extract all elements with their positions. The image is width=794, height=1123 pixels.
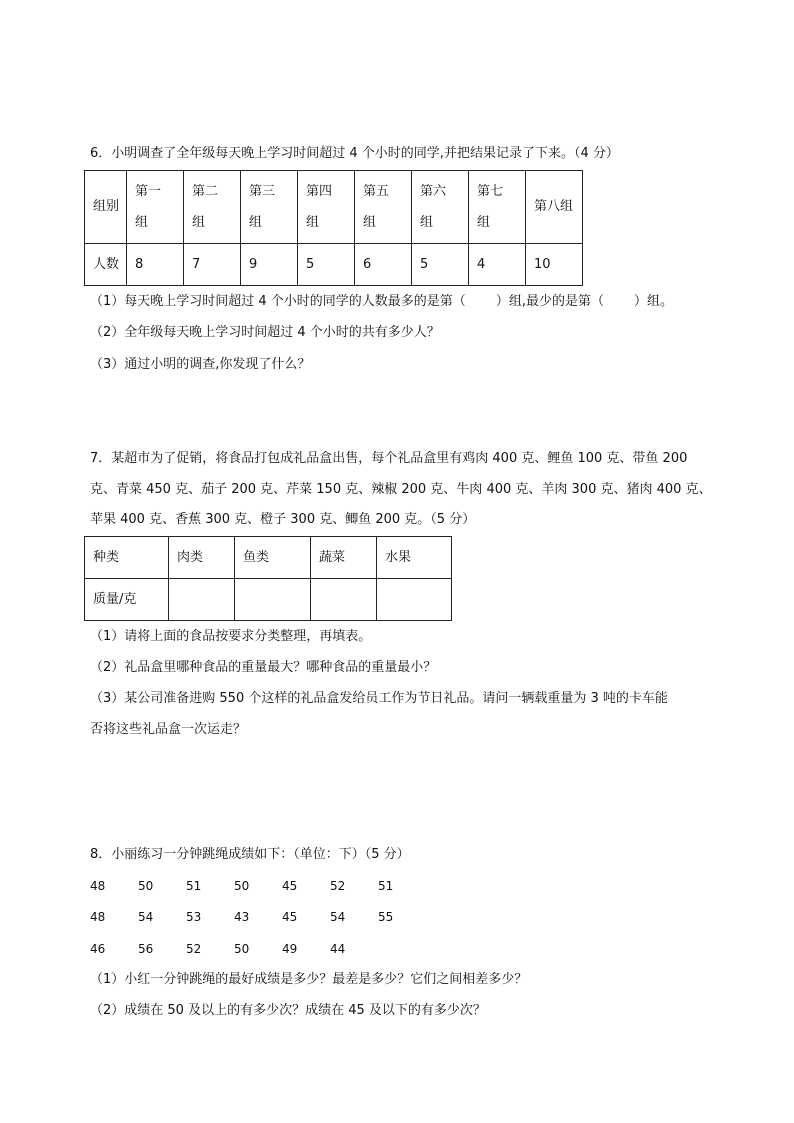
q7-table [84,536,452,621]
q8-value: 51 [378,879,394,893]
q6-sub1-part-a: （1）每天晚上学习时间超过 4 个小时的同学的人数最多的是第（ [90,294,466,309]
q6-count-cell: 5 [298,244,355,286]
q8-value: 44 [330,942,346,956]
q6-row2-header: 人数 [85,244,127,286]
q6-group-row [85,171,583,244]
q7-answer-cell[interactable] [169,579,235,621]
q6-group-cell: 第八组 [526,171,583,244]
q6-row1-header: 组别 [85,171,127,244]
q8-data-row [90,939,378,959]
q7-line3: 苹果 400 克、香蕉 300 克、橙子 300 克、鲫鱼 200 克。（5 分） [90,512,476,527]
q6-group-cell: 第三 组 [241,171,298,244]
q6-sub1-part-b: ）组,最少的是第（ [495,294,604,309]
q8-sub1: （1）小红一分钟跳绳的最好成绩是多少？最差是多少？它们之间相差多少？ [90,972,528,987]
q8-value: 49 [282,942,298,956]
q7-weight-row [85,579,452,621]
q7-answer-cell[interactable] [235,579,311,621]
q8-value: 56 [138,942,154,956]
q6-table [84,170,583,286]
q8-value: 43 [234,910,250,924]
q6-count-cell: 8 [127,244,184,286]
q8-value: 46 [90,942,106,956]
q8-value: 50 [234,879,250,893]
q6-group-cell: 第七 组 [469,171,526,244]
q7-sub1: （1）请将上面的食品按要求分类整理，再填表。 [90,629,372,644]
q7-row2-label: 质量/克 [85,579,169,621]
q6-group-cell: 第五 组 [355,171,412,244]
q7-header-cell: 鱼类 [235,537,311,579]
q8-value: 54 [330,910,346,924]
q6-count-cell: 9 [241,244,298,286]
q8-value: 53 [186,910,202,924]
q8-data-row [90,907,426,927]
q6-count-cell: 7 [184,244,241,286]
q6-title: 6．小明调查了全年级每天晚上学习时间超过 4 个小时的同学,并把结果记录了下来。（4 分） [90,146,619,161]
q8-data-row [90,876,426,896]
q7-sub2: （2）礼品盒里哪种食品的重量最大？哪种食品的重量最小？ [90,660,437,675]
q7-line1: 7．某超市为了促销，将食品打包成礼品盒出售，每个礼品盒里有鸡肉 400 克、鲤鱼 100 克、带鱼 200 [90,451,688,466]
q7-header-cell: 蔬菜 [311,537,377,579]
q8-sub2: （2）成绩在 50 及以上的有多少次？成绩在 45 及以下的有多少次？ [90,1003,486,1018]
q8-value: 55 [378,910,394,924]
q8-value: 51 [186,879,202,893]
q8-value: 45 [282,910,298,924]
q6-count-row [85,244,583,286]
q7-header-cell: 肉类 [169,537,235,579]
q7-line2: 克、青菜 450 克、茄子 200 克、芹菜 150 克、辣椒 200 克、牛肉 400 克、羊肉 300 克、猪肉 400 克、 [90,482,712,497]
q8-value: 50 [234,942,250,956]
q6-sub1-part-c: ）组。 [633,294,673,309]
q6-count-cell: 10 [526,244,583,286]
q6-group-cell: 第二 组 [184,171,241,244]
q6-count-cell: 6 [355,244,412,286]
q6-group-cell: 第四 组 [298,171,355,244]
q8-value: 48 [90,910,106,924]
q7-sub3-line1: （3）某公司准备进购 550 个这样的礼品盒发给员工作为节日礼品。请问一辆载重量为 3 吨的卡车能 [90,691,668,706]
q7-answer-cell[interactable] [311,579,377,621]
q6-sub2: （2）全年级每天晚上学习时间超过 4 个小时的共有多少人？ [90,325,440,340]
q6-count-cell: 4 [469,244,526,286]
q6-count-cell: 5 [412,244,469,286]
q6-sub3: （3）通过小明的调查,你发现了什么？ [90,357,311,372]
q8-value: 52 [186,942,202,956]
q8-title: 8．小丽练习一分钟跳绳成绩如下：（单位：下）（5 分） [90,847,410,862]
q6-group-cell: 第六 组 [412,171,469,244]
q8-value: 45 [282,879,298,893]
q6-group-cell: 第一 组 [127,171,184,244]
q8-value: 48 [90,879,106,893]
q8-value: 50 [138,879,154,893]
q7-header-cell: 种类 [85,537,169,579]
q7-sub3-line2: 否将这些礼品盒一次运走？ [90,722,247,737]
q7-header-cell: 水果 [377,537,452,579]
q8-value: 52 [330,879,346,893]
q6-sub1 [90,292,673,312]
q7-header-row [85,537,452,579]
q7-answer-cell[interactable] [377,579,452,621]
q8-value: 54 [138,910,154,924]
